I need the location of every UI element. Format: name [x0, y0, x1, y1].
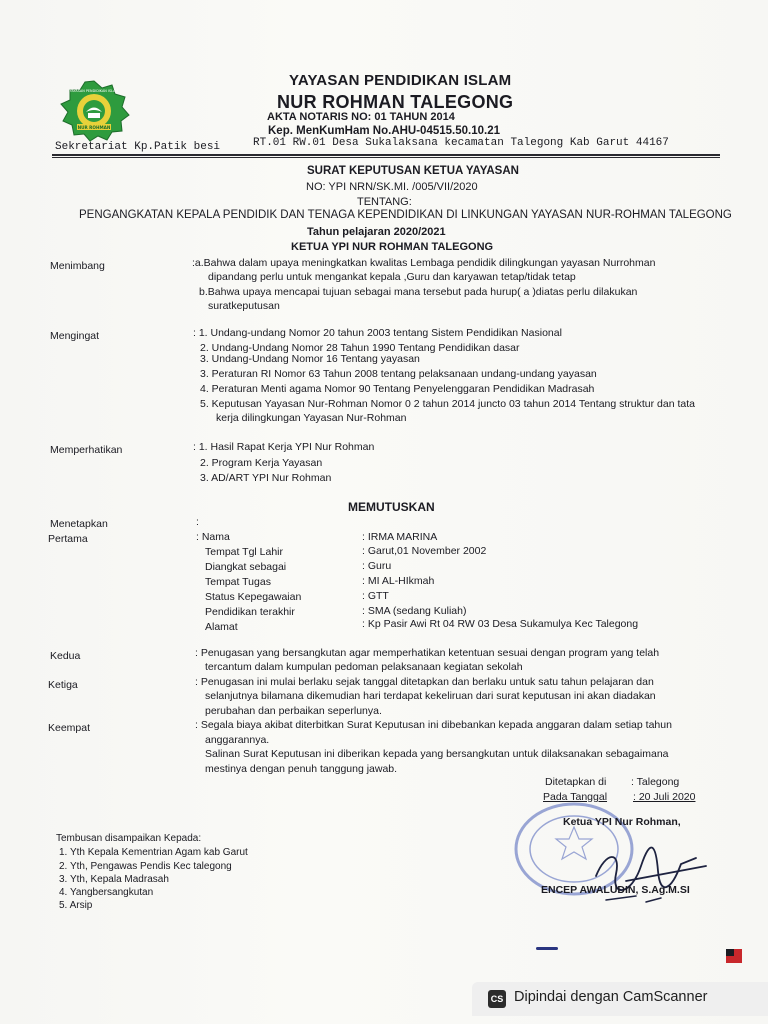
field-key-tempat-tugas: Tempat Tugas — [205, 576, 271, 588]
mengingat-item: 3. Undang-Undang Nomor 16 Tentang yayasan — [200, 353, 420, 365]
tanggal-label: Pada Tanggal — [543, 791, 608, 803]
ditetapkan-value: : Talegong — [631, 776, 680, 788]
field-key-diangkat: Diangkat sebagai — [205, 561, 287, 573]
field-value-tempat-tugas: : MI AL-HIkmah — [362, 575, 435, 587]
mengingat-item: 3. Peraturan RI Nomor 63 Tahun 2008 tentang pelaksanaan undang-undang yayasan — [200, 368, 597, 380]
memperhatikan-item: 2. Program Kerja Yayasan — [200, 457, 323, 469]
field-value-diangkat: : Guru — [362, 560, 392, 572]
signatory-name: ENCEP AWALUDIN, S.Ag.M.SI — [541, 884, 690, 896]
field-value-ttl: : Garut,01 November 2002 — [362, 545, 487, 557]
field-value-alamat: : Kp Pasir Awi Rt 04 RW 03 Desa Sukamulya Kec Talegong — [362, 618, 639, 630]
menetapkan-label: Menetapkan — [50, 518, 108, 530]
letterhead-foundation-type: YAYASAN PENDIDIKAN ISLAM — [289, 72, 512, 89]
memutuskan-heading: MEMUTUSKAN — [348, 500, 435, 514]
menimbang-label: Menimbang — [50, 260, 105, 272]
tembusan-item: 3. Yth, Kepala Madrasah — [59, 874, 169, 885]
field-key-alamat: Alamat — [205, 621, 238, 633]
keempat-label: Keempat — [48, 722, 91, 734]
ketiga-line: : Penugasan ini mulai berlaku sejak tanggal ditetapkan dan berlaku untuk satu tahun pelajaran dan — [195, 676, 654, 688]
keempat-line: mestinya dengan penuh tanggung jawab. — [205, 763, 398, 775]
mengingat-label: Mengingat — [50, 330, 100, 342]
ink-mark — [536, 947, 558, 950]
corner-mark — [724, 947, 744, 965]
memperhatikan-item: 3. AD/ART YPI Nur Rohman — [200, 472, 332, 484]
kedua-label: Kedua — [50, 650, 81, 662]
mengingat-item: 5. Keputusan Yayasan Nur-Rohman Nomor 0 2 tahun 2014 juncto 03 tahun 2014 Tentang struktur dan tata — [200, 398, 696, 410]
mengingat-item: 4. Peraturan Menti agama Nomor 90 Tentang Penyelenggaran Pendidikan Madrasah — [200, 383, 595, 395]
letterhead-notary: AKTA NOTARIS NO: 01 TAHUN 2014 — [267, 111, 455, 123]
memperhatikan-label: Memperhatikan — [50, 444, 123, 456]
letterhead-divider-thin — [52, 157, 720, 158]
decree-subject: PENGANGKATAN KEPALA PENDIDIK DAN TENAGA KEPENDIDIKAN DI LINKUNGAN YAYASAN NUR-ROHMAN TALEGONG — [79, 209, 732, 221]
kedua-line: tercantum dalam kumpulan pedoman pelaksanaan kegiatan sekolah — [205, 661, 523, 673]
kedua-line: : Penugasan yang bersangkutan agar memperhatikan ketentuan sesuai dengan program yang telah — [195, 647, 660, 659]
keempat-line: : Segala biaya akibat diterbitkan Surat Keputusan ini dibebankan kepada anggaran dalam setiap tahun — [195, 719, 672, 731]
letterhead-foundation-name: NUR ROHMAN TALEGONG — [277, 92, 514, 112]
field-key-nama: : Nama — [196, 531, 230, 543]
tembusan-item: 4. Yangbersangkutan — [59, 887, 154, 898]
menimbang-b-line2: suratkeputusan — [208, 300, 280, 312]
menimbang-b-line1: b.Bahwa upaya mencapai tujuan sebagai mana tersebut pada hurup( a )diatas perlu dilakukan — [199, 286, 638, 298]
field-key-ttl: Tempat Tgl Lahir — [205, 546, 284, 558]
decree-chair: KETUA YPI NUR ROHMAN TALEGONG — [291, 241, 494, 253]
ketiga-line: perubahan dan perbaikan seperlunya. — [205, 705, 382, 717]
decree-year: Tahun pelajaran 2020/2021 — [307, 226, 446, 238]
keempat-line: anggarannya. — [205, 734, 270, 746]
field-value-nama: : IRMA MARINA — [362, 531, 438, 543]
letterhead-address: RT.01 RW.01 Desa Sukalaksana kecamatan Talegong Kab Garut 44167 — [253, 137, 669, 149]
keempat-line: Salinan Surat Keputusan ini diberikan kepada yang bersangkutan untuk dilaksanakan sebagaimana — [205, 748, 669, 760]
menimbang-a-line1: :a.Bahwa dalam upaya meningkatkan kwalitas Lembaga pendidik dilingkungan yayasan Nurrohman — [192, 257, 656, 269]
tembusan-title: Tembusan disampaikan Kepada: — [56, 833, 202, 844]
ditetapkan-label: Ditetapkan di — [545, 776, 607, 788]
camscanner-watermark — [472, 982, 768, 1016]
field-value-pendidikan: : SMA (sedang Kuliah) — [362, 605, 467, 617]
decree-number: NO: YPI NRN/SK.MI. /005/VII/2020 — [306, 181, 478, 193]
letterhead-divider — [52, 154, 720, 156]
field-value-status: : GTT — [362, 590, 389, 602]
letterhead-kemenkumham: Kep. MenKumHam No.AHU-04515.50.10.21 — [268, 125, 500, 137]
mengingat-item: kerja dilingkungan Yayasan Nur-Rohman — [216, 412, 407, 424]
decree-title: SURAT KEPUTUSAN KETUA YAYASAN — [307, 165, 519, 177]
camscanner-icon: CS — [488, 990, 506, 1008]
memperhatikan-item: : 1. Hasil Rapat Kerja YPI Nur Rohman — [193, 441, 375, 453]
tembusan-item: 5. Arsip — [59, 900, 93, 911]
ketiga-line: selanjutnya bilamana dikemudian hari terdapat kekeliruan dari surat keputusan ini akan diadakan — [205, 690, 656, 702]
foundation-logo — [55, 79, 133, 143]
field-key-pendidikan: Pendidikan terakhir — [205, 606, 295, 618]
menimbang-a-line2: dipandang perlu untuk mengankat kepala ,Guru dan karyawan tetap/tidak tetap — [208, 271, 576, 283]
pertama-label: Pertama — [48, 533, 88, 545]
field-key-status: Status Kepegawaian — [205, 591, 302, 603]
logo-text-bottom: NUR ROHMAN — [77, 125, 111, 130]
logo-text-top: YAYASAN PENDIDIKAN ISLAM — [69, 89, 119, 93]
menetapkan-colon: : — [196, 516, 199, 528]
tanggal-value: : 20 Juli 2020 — [633, 791, 696, 803]
tembusan-item: 1. Yth Kepala Kementrian Agam kab Garut — [59, 847, 248, 858]
camscanner-text: Dipindai dengan CamScanner — [514, 989, 708, 1005]
tembusan-item: 2. Yth, Pengawas Pendis Kec talegong — [59, 861, 232, 872]
mengingat-item: : 1. Undang-undang Nomor 20 tahun 2003 tentang Sistem Pendidikan Nasional — [193, 327, 562, 339]
letterhead-secretariat: Sekretariat Kp.Patik besi — [55, 141, 221, 153]
decree-tentang: TENTANG: — [357, 196, 412, 208]
ketiga-label: Ketiga — [48, 679, 78, 691]
mengingat-item: 2. Undang-Undang Nomor 28 Tahun 1990 Tentang Pendidikan dasar — [200, 342, 520, 354]
signatory-position: Ketua YPI Nur Rohman, — [563, 816, 681, 828]
